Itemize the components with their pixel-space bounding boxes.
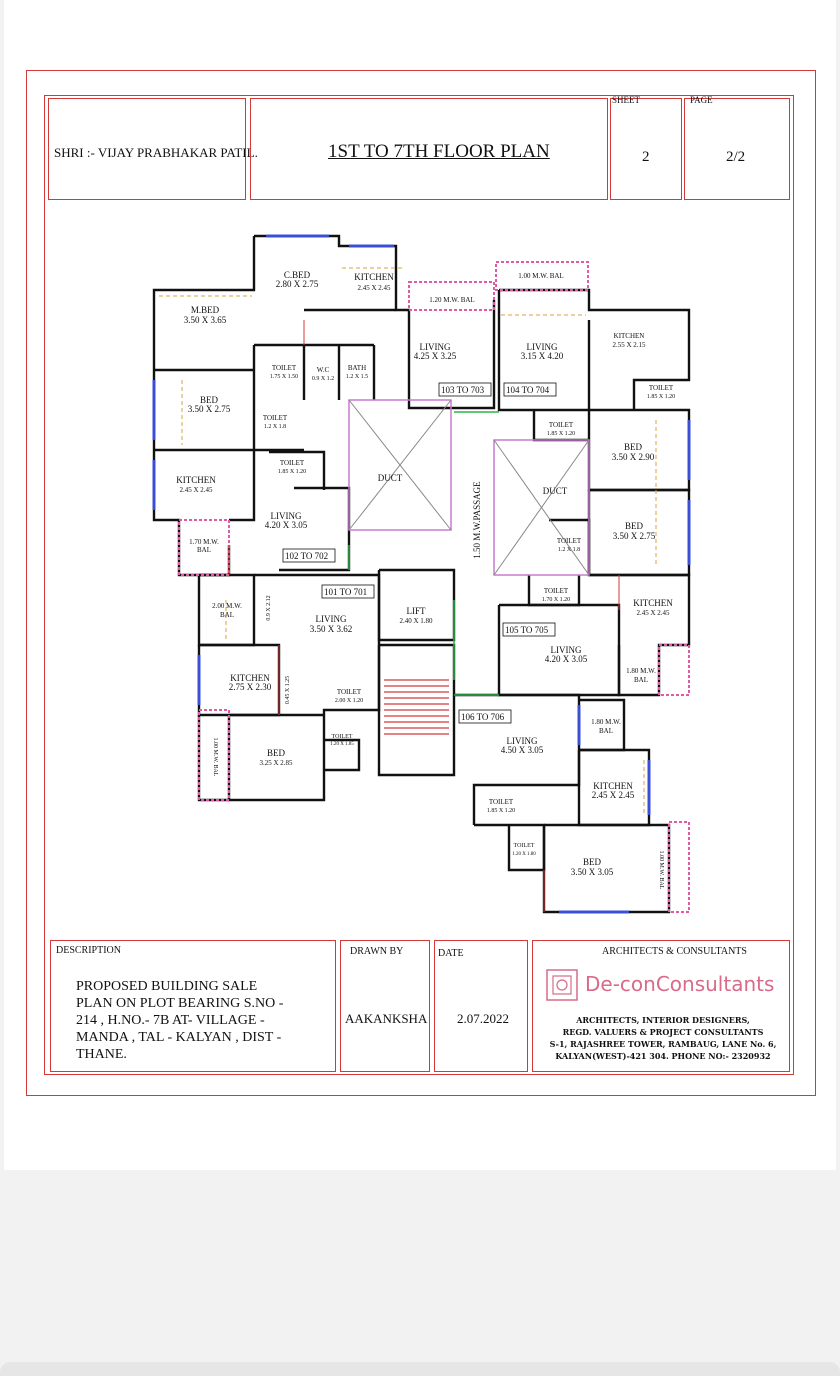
label-lift: LIFT xyxy=(406,606,426,616)
label-bal120: 1.20 M.W. BAL xyxy=(429,296,475,304)
logo-mark xyxy=(545,968,579,1002)
label-bal100: 1.00 M.W. BAL xyxy=(518,272,564,280)
flat-tag-102: 102 TO 702 xyxy=(285,551,329,561)
label-living4: LIVING xyxy=(550,645,582,655)
label-bath: BATH xyxy=(347,364,367,372)
firm-line: S-1, RAJASHREE TOWER, RAMBAUG, LANE No. 6, xyxy=(549,1039,777,1049)
description-line: PROPOSED BUILDING SALE xyxy=(76,979,258,994)
label-small-dim2: 0.45 X 1.25 xyxy=(285,675,291,705)
bottom-sheet-handle[interactable] xyxy=(0,1362,840,1376)
wall xyxy=(254,310,396,400)
label-bed3: BED xyxy=(625,521,643,531)
label-bed2-dim: 3.50 X 2.90 xyxy=(611,452,655,462)
flat-tag-104: 104 TO 704 xyxy=(506,385,550,395)
label-toilet2: TOILET xyxy=(262,414,288,422)
label-kitchen1-dim: 2.45 X 2.45 xyxy=(357,284,391,292)
date-box xyxy=(434,940,528,1072)
label-kitchen2-dim: 2.45 X 2.45 xyxy=(179,486,213,494)
label-cbed-dim: 2.80 X 2.75 xyxy=(275,279,319,289)
label-duct1: DUCT xyxy=(377,473,403,483)
label-living2: LIVING xyxy=(270,511,302,521)
label-passage: 1.50 M.W.PASSAGE xyxy=(472,481,482,559)
label-wc: W.C xyxy=(316,366,330,374)
label-toilet1: TOILET xyxy=(271,364,297,372)
plan-title: 1ST TO 7TH FLOOR PLAN xyxy=(328,141,550,162)
page-label: PAGE xyxy=(690,95,713,105)
description-line: PLAN ON PLOT BEARING S.NO - xyxy=(76,996,284,1011)
label-toilet10: TOILET xyxy=(488,798,514,806)
label-living3-dim: 3.15 X 4.20 xyxy=(520,351,564,361)
label-bal180b: 1.80 M.W. xyxy=(591,718,621,726)
label-duct2: DUCT xyxy=(542,486,568,496)
drawing-sheet xyxy=(4,0,836,1170)
label-toilet11-dim: 1.20 X 1.80 xyxy=(512,852,536,857)
label-bed1: BED xyxy=(200,395,218,405)
label-lift-dim: 2.40 X 1.80 xyxy=(399,617,433,625)
drawn-by-name: AAKANKSHA xyxy=(345,1011,428,1026)
page-value: 2/2 xyxy=(726,149,746,165)
label-toilet8: TOILET xyxy=(336,688,362,696)
consultants-label: ARCHITECTS & CONSULTANTS xyxy=(602,946,747,957)
label-toilet3: TOILET xyxy=(279,459,305,467)
label-wc-dim: 0.9 X 1.2 xyxy=(311,376,335,382)
label-kitchen1: KITCHEN xyxy=(354,272,394,282)
label-living3: LIVING xyxy=(526,342,558,352)
label-bal180a-b: BAL xyxy=(634,676,648,684)
label-kitchen3-dim: 2.55 X 2.15 xyxy=(612,341,646,349)
logo xyxy=(545,968,775,1002)
label-toilet9-dim: 1.20 X 1.85 xyxy=(330,742,354,747)
label-bal200: 2.00 M.W. xyxy=(212,602,242,610)
label-toilet10-dim: 1.85 X 1.20 xyxy=(486,808,516,814)
label-living1-dim: 4.25 X 3.25 xyxy=(413,351,457,361)
label-bal180b-b: BAL xyxy=(599,727,613,735)
label-bal180a: 1.80 M.W. xyxy=(626,667,656,675)
label-bal200b: BAL xyxy=(220,611,234,619)
label-bed5: BED xyxy=(583,857,601,867)
label-toilet9: TOILET xyxy=(331,734,353,740)
label-toilet6: TOILET xyxy=(556,537,582,545)
label-living1: LIVING xyxy=(419,342,451,352)
label-bath-dim: 1.2 X 1.5 xyxy=(345,374,369,380)
label-kitchen6-dim: 2.45 X 2.45 xyxy=(591,790,635,800)
label-living6-dim: 4.50 X 3.05 xyxy=(500,745,544,755)
label-bed2: BED xyxy=(624,442,642,452)
label-toilet11: TOILET xyxy=(513,843,535,849)
label-living5-dim: 3.50 X 3.62 xyxy=(309,624,353,634)
label-mbed: M.BED xyxy=(190,305,220,315)
label-toilet1-dim: 1.75 X 1.50 xyxy=(269,374,299,380)
label-living2-dim: 4.20 X 3.05 xyxy=(264,520,308,530)
drawn-by-label: DRAWN BY xyxy=(350,946,404,957)
label-bal100v2: 1.00 M.W. BAL xyxy=(658,850,664,890)
label-bed3-dim: 3.50 X 2.75 xyxy=(612,531,656,541)
label-cbed: C.BED xyxy=(283,270,311,280)
label-kitchen5-dim: 2.75 X 2.30 xyxy=(228,682,272,692)
date-label: DATE xyxy=(438,948,464,959)
firm-line: KALYAN(WEST)-421 304. PHONE NO:- 2320932 xyxy=(555,1051,771,1061)
wall xyxy=(154,236,254,370)
drawn-by-box xyxy=(340,940,430,1072)
balcony xyxy=(659,645,689,695)
label-bed4-dim: 3.25 X 2.85 xyxy=(259,759,293,767)
label-kitchen4-dim: 2.45 X 2.45 xyxy=(636,609,670,617)
flat-tag-101: 101 TO 701 xyxy=(324,587,368,597)
floor-plan xyxy=(4,220,836,940)
firm-line: REGD. VALUERS & PROJECT CONSULTANTS xyxy=(562,1027,764,1037)
description-line: MANDA , TAL - KALYAN , DIST - xyxy=(76,1030,282,1045)
label-living6: LIVING xyxy=(506,736,538,746)
label-living5: LIVING xyxy=(315,614,347,624)
label-kitchen5: KITCHEN xyxy=(230,673,270,683)
label-kitchen2: KITCHEN xyxy=(176,475,216,485)
label-mbed-dim: 3.50 X 3.65 xyxy=(183,315,227,325)
owner-name: SHRI :- VIJAY PRABHAKAR PATIL. xyxy=(54,145,258,160)
label-toilet5: TOILET xyxy=(548,421,574,429)
label-small-dim: 0.9 X 2.12 xyxy=(266,595,272,621)
firm-line: ARCHITECTS, INTERIOR DESIGNERS, xyxy=(576,1015,750,1025)
description-line: 214 , H.NO.- 7B AT- VILLAGE - xyxy=(76,1013,265,1028)
logo-text: De-conConsultants xyxy=(585,972,775,996)
label-bal170b: BAL xyxy=(197,546,211,554)
label-kitchen4: KITCHEN xyxy=(633,598,673,608)
sheet-label: SHEET xyxy=(612,95,640,105)
label-toilet2-dim: 1.2 X 1.8 xyxy=(263,424,287,430)
label-toilet3-dim: 1.85 X 1.20 xyxy=(277,469,307,475)
sheet-value: 2 xyxy=(642,149,650,165)
label-bed1-dim: 3.50 X 2.75 xyxy=(187,404,231,414)
label-toilet7: TOILET xyxy=(543,587,569,595)
balcony xyxy=(669,822,689,912)
flat-tag-103: 103 TO 703 xyxy=(441,385,485,395)
label-bed5-dim: 3.50 X 3.05 xyxy=(570,867,614,877)
date-value: 2.07.2022 xyxy=(457,1011,509,1026)
label-toilet5-dim: 1.85 X 1.20 xyxy=(546,431,576,437)
label-toilet4: TOILET xyxy=(648,384,674,392)
label-kitchen6: KITCHEN xyxy=(593,781,633,791)
label-bal100v: 1.00 M.W. BAL xyxy=(212,737,218,777)
description-text xyxy=(76,978,283,1063)
description-label: DESCRIPTION xyxy=(56,945,122,956)
description-line: THANE. xyxy=(76,1047,127,1062)
label-toilet8-dim: 2.00 X 1.20 xyxy=(334,698,364,704)
label-living4-dim: 4.20 X 3.05 xyxy=(544,654,588,664)
label-toilet6-dim: 1.2 X 1.8 xyxy=(557,547,581,553)
label-bed4: BED xyxy=(267,748,285,758)
label-toilet7-dim: 1.70 X 1.20 xyxy=(541,597,571,603)
flat-tag-106: 106 TO 706 xyxy=(461,712,505,722)
label-toilet4-dim: 1.85 X 1.20 xyxy=(646,394,676,400)
wall xyxy=(154,450,254,520)
firm-details xyxy=(540,1014,786,1062)
flat-tag-105: 105 TO 705 xyxy=(505,625,549,635)
label-bal170: 1.70 M.W. xyxy=(189,538,219,546)
wall xyxy=(379,570,454,640)
label-kitchen3: KITCHEN xyxy=(613,332,645,340)
